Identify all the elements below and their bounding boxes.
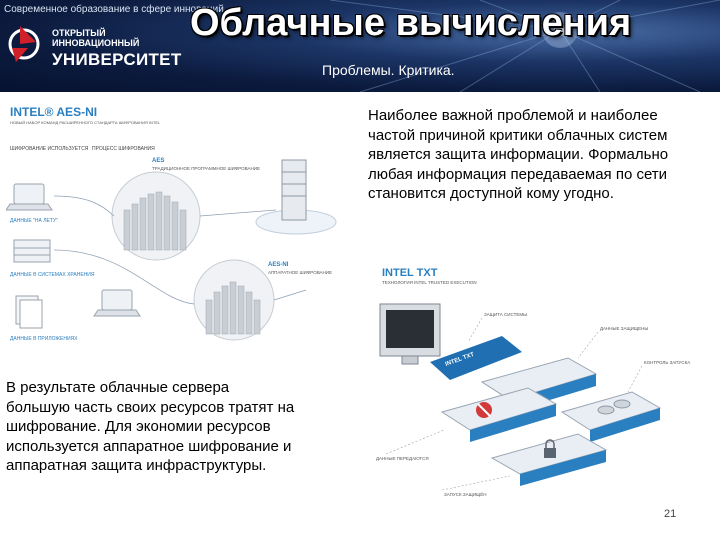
software-encryption-sphere bbox=[112, 172, 200, 260]
block-bottom bbox=[492, 434, 606, 486]
aes-label-process: ПРОЦЕСС ШИФРОВАНИЯ bbox=[92, 146, 155, 152]
logo-line-2: ИННОВАЦИОННЫЙ bbox=[52, 38, 140, 48]
aes-ni-diagram bbox=[6, 100, 358, 358]
body-text-bottom: В результате облачные сервера большую часть своих ресурсов тратят на шифрование. Для экономии ресурсов используется аппаратное шифрование и аппаратная защита инфраструктуры. bbox=[6, 379, 295, 475]
aes-label-used: ШИФРОВАНИЕ ИСПОЛЬЗУЕТСЯ bbox=[10, 146, 89, 152]
body-text-top: Наиболее важной проблемой и наиболее частой причиной критики облачных систем является защита информации. Формально любая информация передаваемая по сети становится доступной кому угодно. bbox=[368, 107, 669, 203]
storage-icon bbox=[14, 240, 50, 262]
txt-note-1: ЗАЩИТА СИСТЕМЫ bbox=[484, 312, 528, 317]
aes-label-data-net: ДАННЫЕ "НА ЛЕТУ" bbox=[10, 218, 58, 224]
txt-note-4: ДАННЫЕ ПЕРЕДАЮТСЯ bbox=[376, 456, 429, 461]
aes-label-aesni-desc: АППАРАТНОЕ ШИФРОВАНИЕ bbox=[268, 270, 333, 275]
txt-brand: INTEL TXT bbox=[382, 267, 438, 279]
server-icon bbox=[256, 160, 336, 234]
aes-label-data-apps: ДАННЫЕ В ПРИЛОЖЕНИЯХ bbox=[10, 336, 78, 342]
txt-chip-label: INTEL TXT bbox=[444, 351, 476, 368]
page-number: 21 bbox=[664, 508, 677, 520]
laptop-client-icon bbox=[94, 290, 140, 316]
aes-label-aes-desc: ТРАДИЦИОННОЕ ПРОГРАММНОЕ ШИФРОВАНИЕ bbox=[152, 166, 260, 171]
txt-caption: ТЕХНОЛОГИЯ INTEL TRUSTED EXECUTION bbox=[382, 280, 477, 285]
block-middle bbox=[442, 388, 556, 442]
logo-line-3: УНИВЕРСИТЕТ bbox=[52, 50, 182, 69]
aes-label-aesni: AES-NI bbox=[268, 262, 289, 268]
txt-note-3: КОНТРОЛЬ ЗАПУСКА bbox=[644, 360, 691, 365]
header-banner bbox=[0, 0, 720, 92]
hardware-encryption-sphere bbox=[194, 260, 274, 340]
monitor-icon bbox=[380, 304, 440, 364]
page-title: Облачные вычисления bbox=[190, 2, 632, 44]
txt-chip bbox=[430, 336, 522, 380]
page-subtitle: Проблемы. Критика. bbox=[322, 62, 455, 78]
aes-caption: НОВЫЙ НАБОР КОМАНД РАСШИРЕННОГО СТАНДАРТА ШИФРОВАНИЯ INTEL bbox=[10, 120, 161, 125]
aes-label-aes: AES bbox=[152, 158, 165, 164]
logo-line-1: ОТКРЫТЫЙ bbox=[52, 28, 106, 38]
header-tagline: Современное образование в сфере инноваций bbox=[4, 4, 224, 15]
txt-note-5: ЗАПУСК ЗАЩИЩЁН bbox=[444, 492, 487, 497]
txt-note-2: ДАННЫЕ ЗАЩИЩЕНЫ bbox=[600, 326, 649, 331]
university-logo-icon bbox=[6, 22, 42, 66]
aes-label-data-storage: ДАННЫЕ В СИСТЕМАХ ХРАНЕНИЯ bbox=[10, 272, 95, 278]
aes-brand: INTEL® AES-NI bbox=[10, 105, 98, 119]
laptop-icon bbox=[6, 184, 52, 210]
txt-diagram bbox=[372, 262, 710, 514]
document-stack-icon bbox=[16, 296, 42, 328]
